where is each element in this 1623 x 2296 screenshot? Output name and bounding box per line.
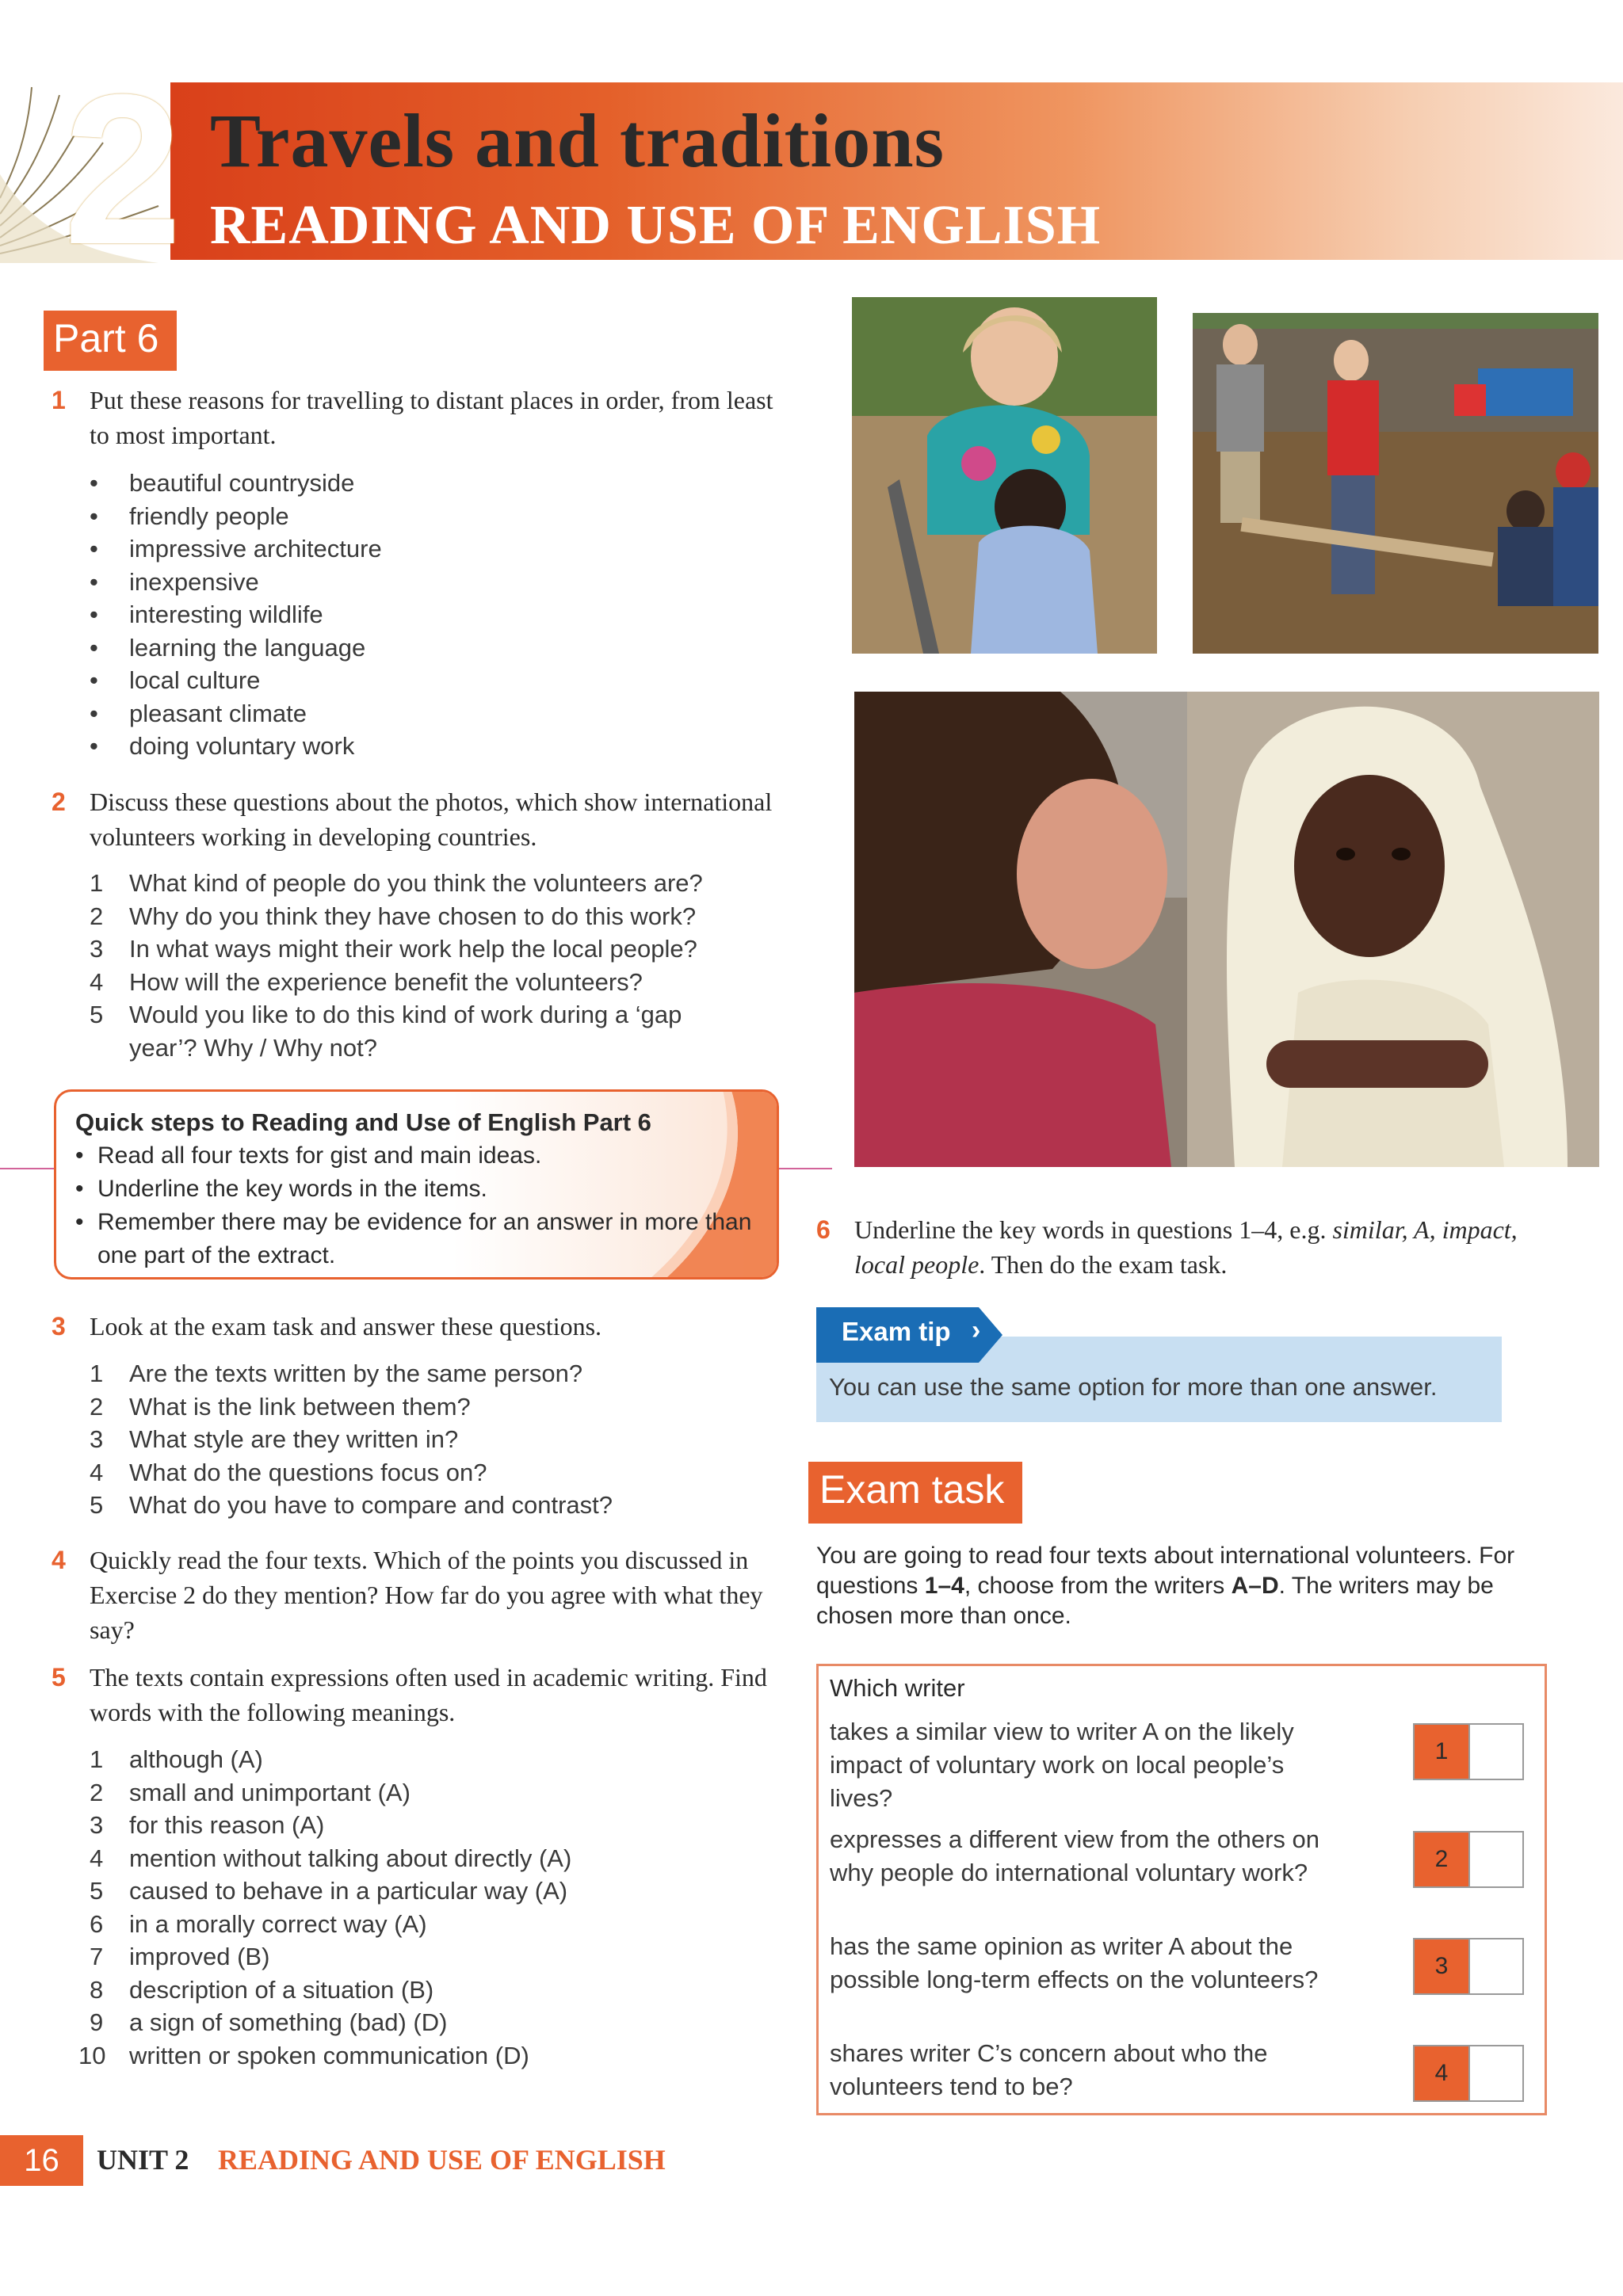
exam-task-label: Exam task	[808, 1462, 1022, 1524]
photo-volunteer-with-child	[852, 297, 1157, 654]
exercise-number: 6	[816, 1215, 831, 1244]
list-item: 2 small and unimportant (A)	[90, 1778, 411, 1806]
list-item: • inexpensive	[90, 566, 565, 599]
list-item: • Underline the key words in the items.	[75, 1173, 758, 1206]
page-number: 16	[0, 2135, 83, 2186]
unit-title: Travels and traditions	[210, 98, 945, 183]
footer-section: READING AND USE OF ENGLISH	[218, 2144, 666, 2176]
meanings-list	[78, 1743, 771, 2072]
list-item: 3 for this reason (A)	[90, 1811, 325, 1839]
exercise-instruction-end: . Then do the exam task.	[979, 1250, 1228, 1279]
list-item: • Read all four texts for gist and main ideas.	[75, 1139, 758, 1173]
photo-volunteers-building	[1193, 313, 1598, 654]
exercise-number: 4	[52, 1546, 66, 1574]
exam-tip-text: You can use the same option for more than one answer.	[829, 1373, 1438, 1401]
list-item: 7 improved (B)	[90, 1943, 270, 1970]
answer-box-3[interactable]	[1413, 1938, 1524, 1995]
exercise-5	[52, 1660, 781, 1730]
reasons-list	[90, 467, 565, 763]
exercise-number: 2	[52, 788, 66, 816]
quick-steps-title: Quick steps to Reading and Use of English Part 6	[75, 1108, 651, 1136]
list-item: • beautiful countryside	[90, 467, 565, 500]
footer-unit: UNIT 2	[97, 2144, 189, 2176]
list-item: 8 description of a situation (B)	[90, 1975, 434, 2004]
chevron-right-icon: ›	[972, 1315, 981, 1345]
exam-tip-label: Exam tip	[842, 1317, 951, 1346]
question-1-text: takes a similar view to writer A on the likely impact of voluntary work on local people’s lives?	[830, 1718, 1294, 1812]
exam-tip-tab	[816, 1307, 1002, 1363]
exercise-6	[816, 1212, 1561, 1282]
list-item: • interesting wildlife	[90, 598, 565, 631]
list-item: 2 What is the link between them?	[90, 1392, 471, 1421]
table-header: Which writer	[830, 1674, 965, 1702]
list-item: 9 a sign of something (bad) (D)	[90, 2008, 448, 2036]
answer-box-2[interactable]	[1413, 1831, 1524, 1888]
list-item: • impressive architecture	[90, 532, 565, 566]
exercise-instruction: Put these reasons for travelling to distant places in order, from least to most important.	[90, 386, 773, 449]
list-item: • doing voluntary work	[90, 730, 565, 763]
exercise-instruction: Underline the key words in questions 1–4, e.g.	[854, 1215, 1333, 1244]
exam-task-intro: You are going to read four texts about international volunteers. For questions 1–4, choose from the writers A–D. The writers may be chosen more than once.	[816, 1543, 1515, 1629]
part-label: Part 6	[44, 311, 177, 371]
list-item: • learning the language	[90, 631, 565, 665]
unit-header	[0, 51, 1623, 289]
example-keywords: similar, A, impact, local people	[854, 1215, 1518, 1279]
list-item: 5 Would you like to do this kind of work during a ‘gap year’? Why / Why not?	[90, 1001, 682, 1062]
writer-question-table	[816, 1664, 1547, 2115]
photo-volunteer-and-girl	[854, 692, 1599, 1167]
answer-number: 4	[1415, 2046, 1470, 2100]
exercise-instruction: The texts contain expressions often used in academic writing. Find words with the following meanings.	[90, 1663, 767, 1726]
answer-box-4[interactable]	[1413, 2045, 1524, 2102]
list-item: 6 in a morally correct way (A)	[90, 1909, 427, 1938]
section-title: READING AND USE OF ENGLISH	[210, 195, 1102, 256]
list-item: 3 In what ways might their work help the local people?	[90, 935, 697, 963]
list-item: 3 What style are they written in?	[90, 1425, 459, 1453]
exercise-instruction: Look at the exam task and answer these questions.	[90, 1312, 602, 1341]
list-item: 2 Why do you think they have chosen to do this work?	[90, 902, 697, 930]
exercise-instruction: Discuss these questions about the photos, which show international volunteers working in developing countries.	[90, 788, 773, 851]
list-item: 4 How will the experience benefit the volunteers?	[90, 967, 643, 996]
exercise-1	[52, 383, 796, 452]
exercise-number: 5	[52, 1663, 66, 1691]
answer-number: 2	[1415, 1833, 1470, 1886]
list-item: • Remember there may be evidence for an answer in more than one part of the extract.	[75, 1206, 757, 1272]
list-item: 1 Are the texts written by the same person?	[90, 1360, 583, 1387]
page-footer	[0, 2135, 1623, 2187]
list-item: 10 written or spoken communication (D)	[78, 2041, 529, 2069]
list-item: 4 What do the questions focus on?	[90, 1458, 487, 1486]
quick-steps-box	[54, 1089, 779, 1280]
list-item: • pleasant climate	[90, 697, 565, 730]
question-4-text: shares writer C’s concern about who the volunteers tend to be?	[830, 2039, 1268, 2100]
exercise-4	[52, 1543, 781, 1647]
discussion-questions	[90, 867, 771, 1064]
list-item: • local culture	[90, 664, 565, 697]
list-item: • friendly people	[90, 500, 565, 533]
list-item: 1 although (A)	[90, 1745, 263, 1773]
answer-number: 1	[1415, 1725, 1470, 1779]
exercise-2	[52, 784, 796, 854]
exercise-3	[52, 1309, 796, 1344]
answer-box-1[interactable]	[1413, 1723, 1524, 1780]
exercise-instruction: Quickly read the four texts. Which of the points you discussed in Exercise 2 do they mention? How far do you agree with what they say?	[90, 1546, 763, 1644]
unit-number: 2	[63, 51, 183, 289]
list-item: 5 What do you have to compare and contrast?	[90, 1491, 613, 1519]
answer-number: 3	[1415, 1939, 1470, 1993]
question-2-text: expresses a different view from the others on why people do international voluntary work?	[830, 1825, 1320, 1886]
exercise-number: 3	[52, 1312, 66, 1341]
list-item: 4 mention without talking about directly (A)	[90, 1844, 572, 1872]
list-item: 1 What kind of people do you think the volunteers are?	[90, 869, 703, 897]
exercise-number: 1	[52, 386, 66, 414]
quick-steps-list	[75, 1139, 758, 1272]
question-3-text: has the same opinion as writer A about the possible long-term effects on the volunteers?	[830, 1932, 1319, 1993]
list-item: 5 caused to behave in a particular way (A)	[90, 1877, 568, 1905]
task-questions	[90, 1357, 771, 1522]
